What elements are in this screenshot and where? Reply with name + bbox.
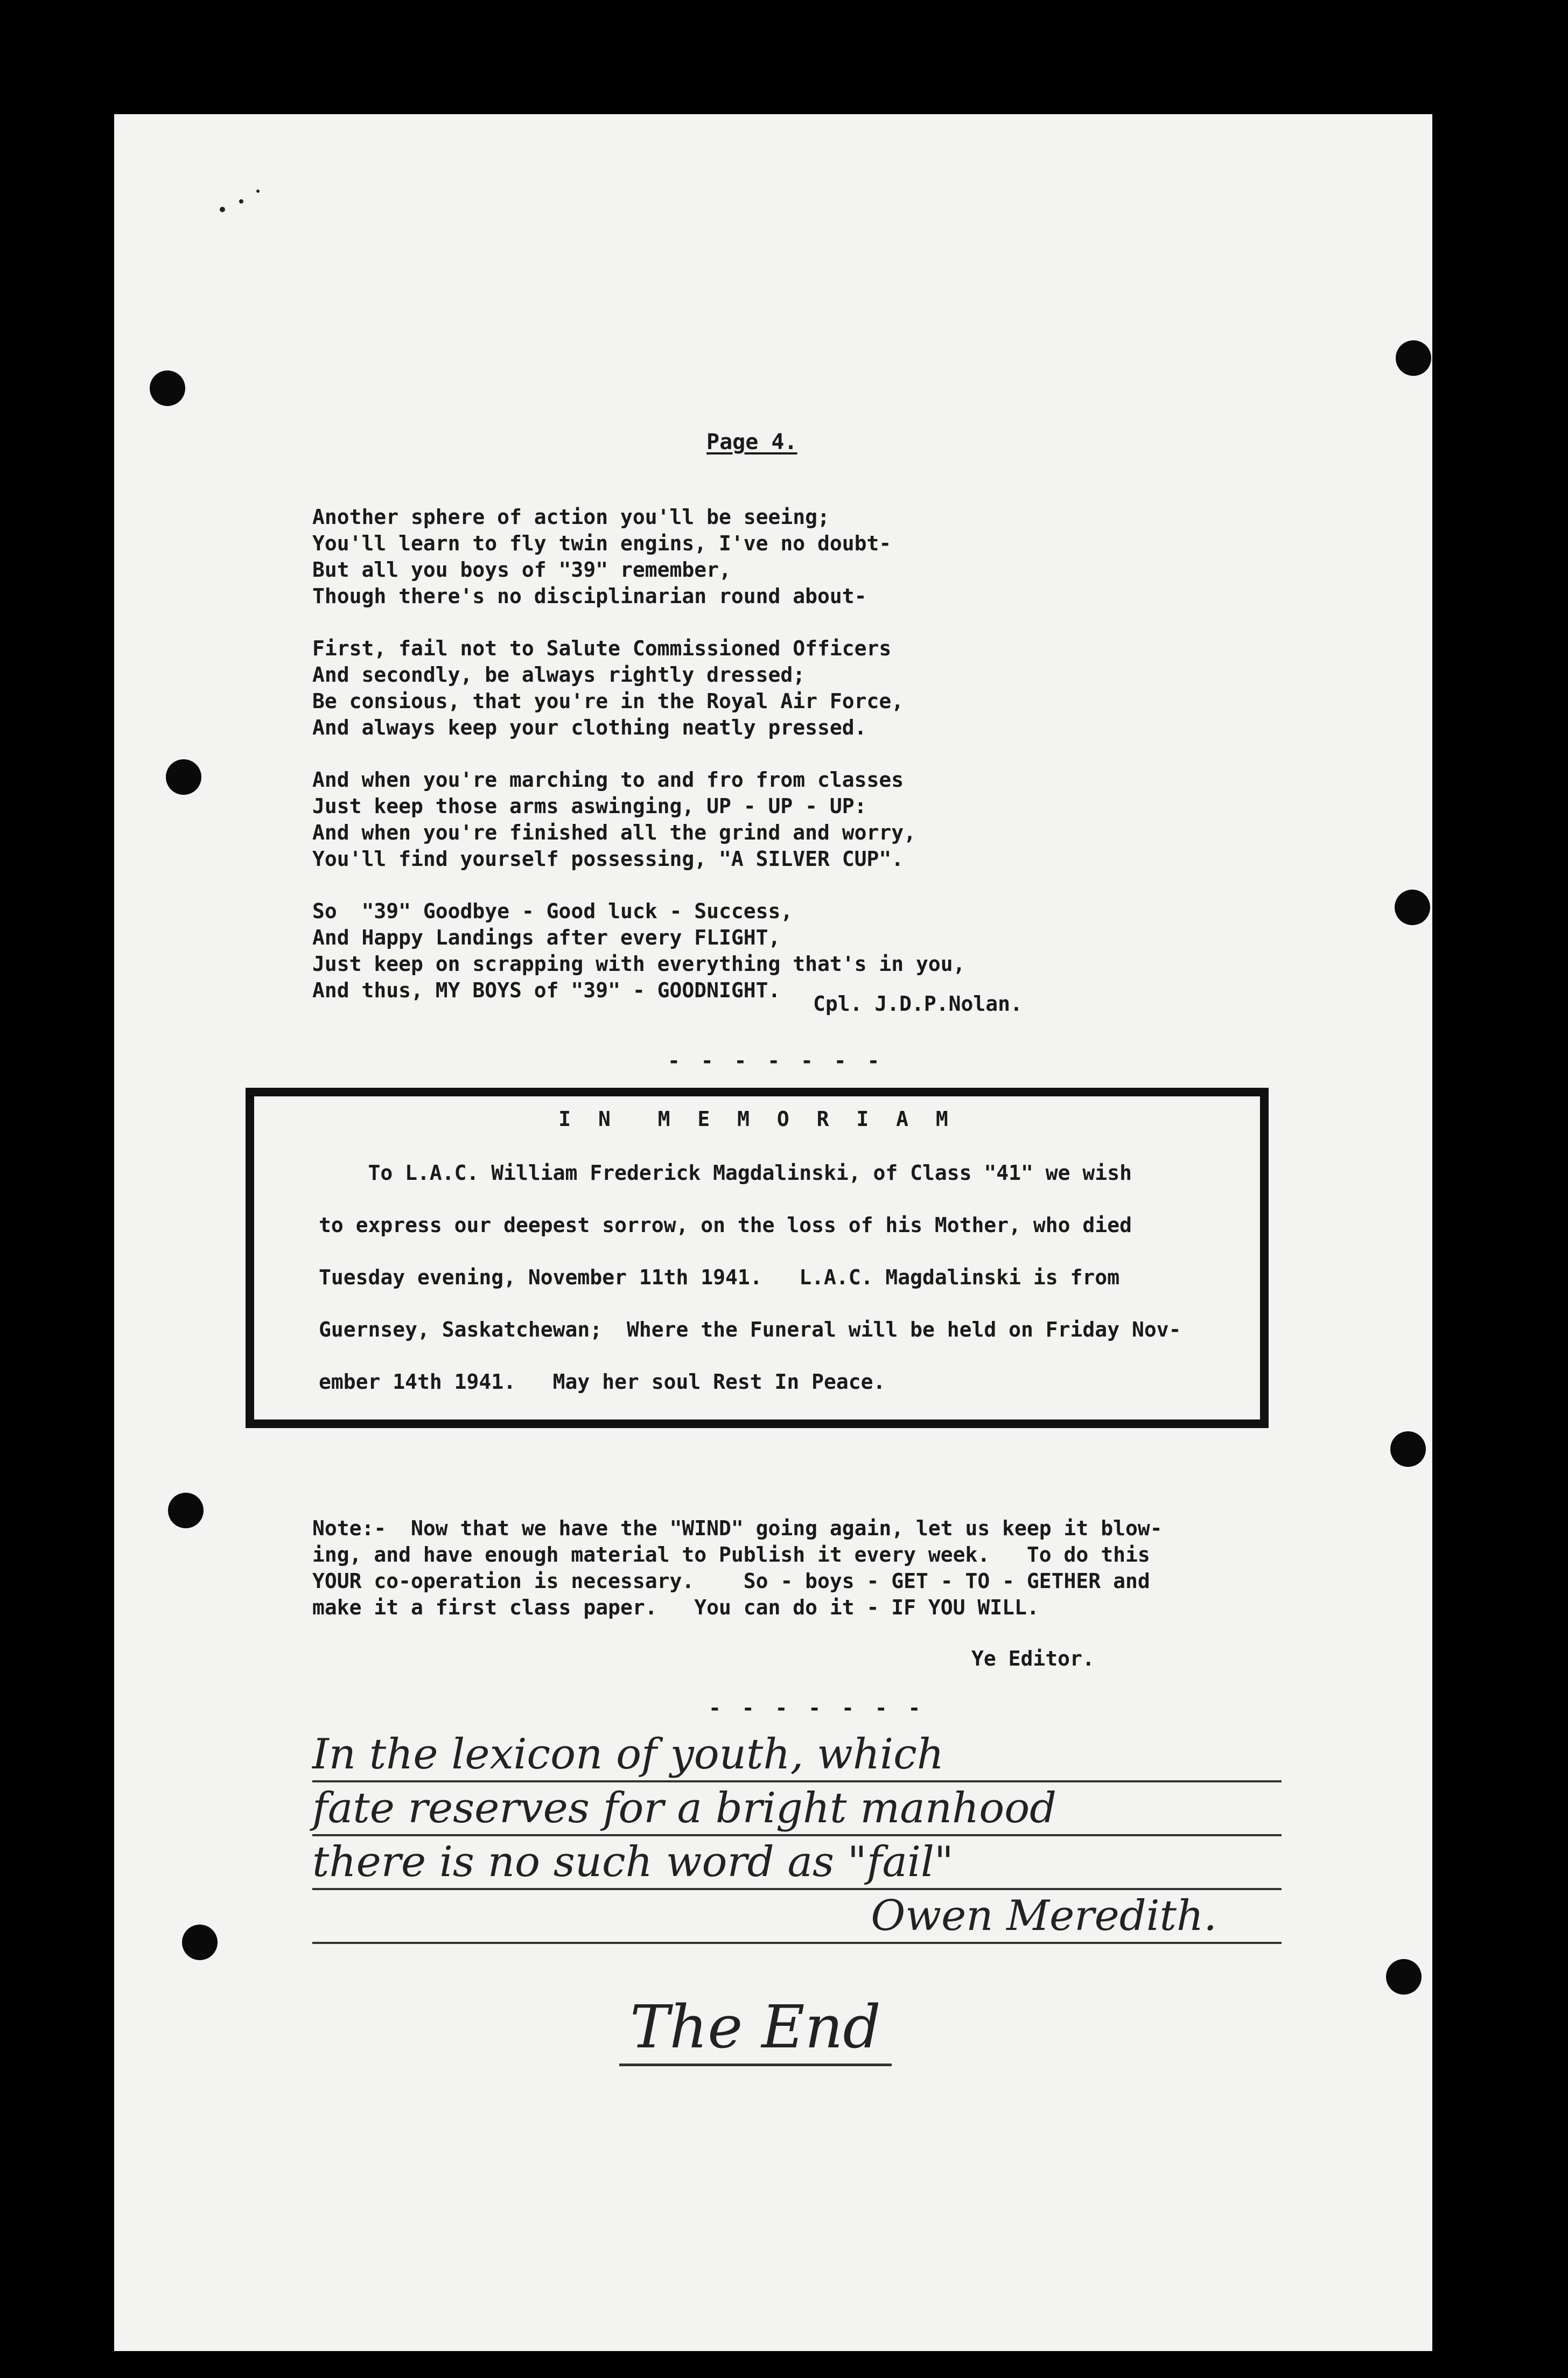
binder-hole [168, 1493, 204, 1528]
memoriam-heading: I N M E M O R I A M [558, 1107, 956, 1131]
poem-line: So "39" Goodbye - Good luck - Success, [312, 899, 793, 923]
memoriam-line: To L.A.C. William Frederick Magdalinski, of Class "41" we wish [319, 1161, 1132, 1185]
ink-speck [239, 199, 243, 204]
quote-line: fate reserves for a bright manhood [312, 1782, 1282, 1836]
poem-line: And Happy Landings after every FLIGHT, [312, 926, 781, 949]
memoriam-line: ember 14th 1941. May her soul Rest In Peace. [319, 1370, 886, 1394]
poem-stanza [312, 767, 1357, 872]
poem-line: And when you're marching to and fro from classes [312, 768, 904, 792]
poem-line: You'll learn to fly twin engins, I've no doubt- [312, 531, 892, 555]
poem-line: Be consious, that you're in the Royal Air Force, [312, 689, 904, 713]
quote-attribution: Owen Meredith. [312, 1890, 1282, 1944]
ink-speck [220, 207, 225, 212]
poem-line: And thus, MY BOYS of "39" - GOODNIGHT. [312, 978, 781, 1002]
poem-line: Another sphere of action you'll be seeing; [312, 505, 830, 529]
handwritten-quote [312, 1729, 1282, 1944]
poem-line: Though there's no disciplinarian round about- [312, 584, 867, 608]
separator-dashes: - - - - - - - [709, 1696, 925, 1720]
poem-line: You'll find yourself possessing, "A SILVER CUP". [312, 847, 904, 871]
separator-dashes: - - - - - - - [668, 1049, 884, 1073]
memoriam-line: to express our deepest sorrow, on the loss of his Mother, who died [319, 1213, 1132, 1237]
page-number: Page 4. [706, 430, 797, 454]
poem-stanza [312, 635, 1357, 741]
note-line: make it a first class paper. You can do it - IF YOU WILL. [312, 1596, 1039, 1619]
poem-line: First, fail not to Salute Commissioned Officers [312, 637, 892, 660]
binder-hole [1396, 340, 1431, 376]
poem-line: And always keep your clothing neatly pressed. [312, 716, 867, 739]
memoriam-line: Guernsey, Saskatchewan; Where the Funeral will be held on Friday Nov- [319, 1318, 1181, 1341]
poem-stanza [312, 504, 1357, 610]
poem [312, 504, 1357, 1030]
poem-line: Just keep on scrapping with everything that's in you, [312, 952, 965, 976]
ink-speck [256, 190, 260, 193]
poem-line: Just keep those arms aswinging, UP - UP - UP: [312, 794, 867, 818]
quote-line: there is no such word as "fail" [312, 1836, 1282, 1890]
binder-hole [166, 759, 201, 795]
editor-note [312, 1515, 1282, 1621]
poem-stanza [312, 898, 1357, 1004]
poem-line: And secondly, be always rightly dressed; [312, 663, 806, 687]
binder-hole [1395, 890, 1430, 925]
closing-handwriting: The End [619, 1992, 892, 2066]
poem-signature: Cpl. J.D.P.Nolan. [813, 992, 1023, 1016]
memoriam-body [319, 1147, 1245, 1408]
note-line: YOUR co-operation is necessary. So - boys - GET - TO - GETHER and [312, 1569, 1150, 1593]
note-line: ing, and have enough material to Publish it every week. To do this [312, 1543, 1150, 1566]
poem-line: But all you boys of "39" remember, [312, 558, 731, 582]
binder-hole [150, 370, 185, 406]
memoriam-box [246, 1088, 1269, 1428]
quote-line: In the lexicon of youth, which [312, 1729, 1282, 1782]
note-line: Note:- Now that we have the "WIND" going again, let us keep it blow- [312, 1516, 1163, 1540]
binder-hole [1386, 1959, 1422, 1995]
memoriam-line: Tuesday evening, November 11th 1941. L.A.C. Magdalinski is from [319, 1265, 1120, 1289]
binder-hole [182, 1925, 218, 1960]
poem-line: And when you're finished all the grind and worry, [312, 821, 916, 844]
binder-hole [1390, 1431, 1426, 1467]
editor-signature: Ye Editor. [971, 1647, 1095, 1670]
